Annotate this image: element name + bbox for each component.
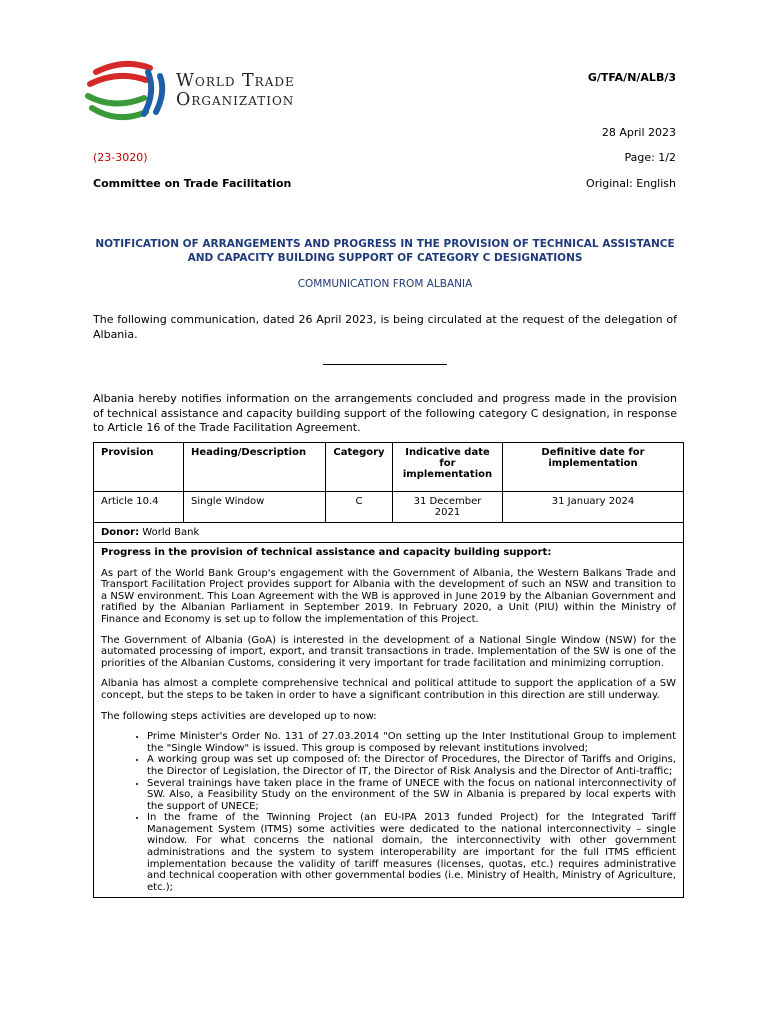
progress-paragraph: Albania has almost a complete comprehensive technical and political attitude to support the application of a SW concept, but the steps to be taken in order to have a significant contribution in this direction are still underway. [101,678,676,701]
table-cell: Single Window [184,492,326,523]
table-header-row [94,443,684,492]
original-language: Original: English [586,177,676,190]
document-subtitle: COMMUNICATION FROM ALBANIA [297,278,473,290]
activities-list [101,731,676,893]
notice-paragraph: Albania hereby notifies information on the arrangements concluded and progress made in the provision of technical assistance and capacity building support of the following category C designation, in response to Article 16 of the Trade Facilitation Agreement. [93,392,677,434]
wto-logo [84,58,344,130]
intro-paragraph: The following communication, dated 26 April 2023, is being circulated at the request of the delegation of Albania. [93,313,677,341]
table-header: Definitive date for implementation [503,443,684,492]
table-cell: Article 10.4 [94,492,184,523]
progress-row [94,543,684,898]
donor-value: World Bank [142,527,200,538]
table-header: Heading/Description [184,443,326,492]
progress-paragraph: The Government of Albania (GoA) is interested in the development of a National Single Window (NSW) for the automated processing of import, export, and transit transactions in trade. Implementation of the SW is one of the priorities of the Albanian Customs, considering it very important for trade facilitation and minimizing corruption. [101,634,676,669]
table-cell: 31 December 2021 [393,492,503,523]
document-title: NOTIFICATION OF ARRANGEMENTS AND PROGRESS IN THE PROVISION OF TECHNICAL ASSISTANCE AND CAPACITY BUILDING SUPPORT OF CATEGORY C DESIGNATIONS [95,238,675,264]
progress-paragraph: The following steps activities are developed up to now: [101,710,377,722]
org-name-line2: Organization [176,90,295,110]
donor-label: Donor: [101,527,140,538]
table-cell: 31 January 2024 [503,492,684,523]
table-cell: C [326,492,393,523]
list-item: • Prime Minister's Order No. 131 of 27.03.2014 "On setting up the Inter Institutional Group to implement the "Single Window" is issued. This group is composed by relevant institutions involved; [147,731,676,754]
document-symbol: G/TFA/N/ALB/3 [587,71,676,84]
donor-cell [94,523,684,543]
document-date: 28 April 2023 [601,126,676,139]
org-name [176,72,295,110]
wto-logo-icon [84,58,174,130]
donor-row [94,523,684,543]
committee-name: Committee on Trade Facilitation [93,177,292,190]
progress-paragraph: As part of the World Bank Group's engagement with the Government of Albania, the Western Balkans Trade and Transport Facilitation Project provides support for Albania with the development of such an NSW and transition to a NSW environment. This Loan Agreement with the WB is approved in June 2019 by the Albanian Government and ratified by the Albanian Parliament in September 2019. In February 2020, a Unit (PIU) within the Ministry of Finance and Economy is set up to follow the implementation of this Project. [101,567,676,625]
page-number: Page: 1/2 [624,151,676,164]
table-header: Indicative date for implementation [393,443,503,492]
list-item: • A working group was set up composed of: the Director of Procedures, the Director of Tariffs and Origins, the Director of Legislation, the Director of IT, the Director of Risk Analysis and the Director of Anti-traffic; [147,754,676,777]
separator-rule [323,364,447,365]
list-item: • In the frame of the Twinning Project (an EU-IPA 2013 funded Project) for the Integrated Tariff Management System (ITMS) some activities were dedicated to the national interconnectivity – single window. For what concerns the national domain, the interconnectivity with other government administrations and the system to system interoperability are important for the full ITMS efficient implementation because the validity of tariff measures (licenses, quotas, etc.) requires administrative and technical cooperation with other governmental bodies (i.e. Ministry of Health, Ministry of Agriculture, etc.); [147,812,676,893]
table-row [94,492,684,523]
progress-cell [94,543,684,898]
progress-heading: Progress in the provision of technical assistance and capacity building support: [101,547,552,558]
table-header: Category [326,443,393,492]
table-header: Provision [94,443,184,492]
org-name-line1: World Trade [176,71,295,91]
list-item: • Several trainings have taken place in the frame of UNECE with the focus on national interconnectivity of SW. Also, a Feasibility Study on the environment of the SW in Albania is prepared by local experts with the support of UNECE; [147,778,676,813]
document-ref: (23-3020) [93,151,148,164]
designation-table [93,442,684,898]
